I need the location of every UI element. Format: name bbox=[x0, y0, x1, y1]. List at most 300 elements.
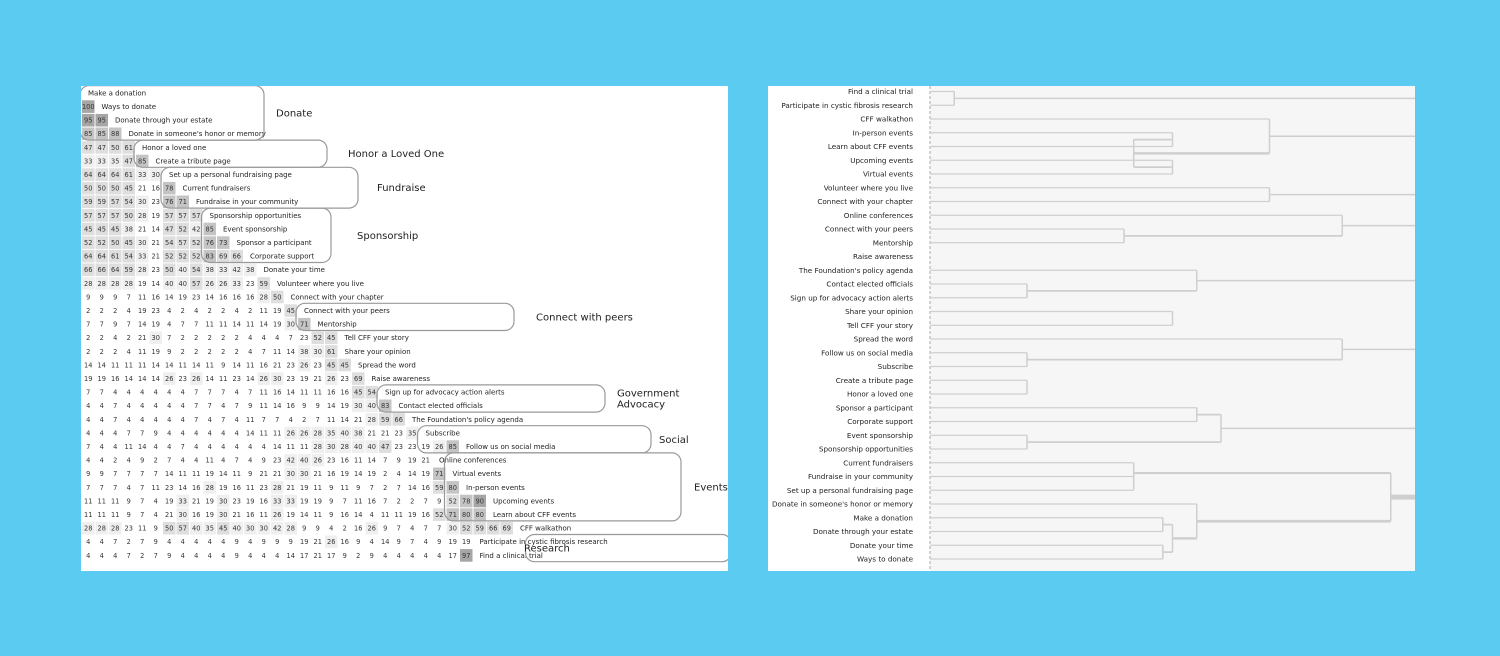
matrix-value: 90 bbox=[475, 497, 484, 506]
matrix-value: 9 bbox=[261, 538, 266, 547]
matrix-value: 47 bbox=[124, 157, 133, 166]
matrix-value: 57 bbox=[192, 211, 201, 220]
leaf-label: Sign up for advocacy action alerts bbox=[790, 293, 913, 303]
matrix-value: 52 bbox=[313, 334, 322, 343]
matrix-value: 2 bbox=[86, 347, 91, 356]
matrix-value: 33 bbox=[219, 266, 228, 275]
matrix-value: 28 bbox=[313, 429, 322, 438]
matrix-value: 28 bbox=[138, 211, 147, 220]
matrix-value: 7 bbox=[153, 470, 158, 479]
matrix-value: 11 bbox=[205, 456, 214, 465]
matrix-value: 40 bbox=[178, 266, 187, 275]
leaf-label: Current fundraisers bbox=[843, 458, 913, 468]
matrix-value: 9 bbox=[437, 497, 442, 506]
leaf-label: Honor a loved one bbox=[847, 389, 913, 399]
matrix-value: 4 bbox=[248, 538, 253, 547]
matrix-value: 50 bbox=[111, 143, 120, 152]
matrix-value: 9 bbox=[126, 511, 131, 519]
matrix-value: 17 bbox=[327, 551, 336, 560]
matrix-value: 7 bbox=[180, 443, 185, 451]
leaf-label: Sponsor a participant bbox=[835, 403, 913, 413]
matrix-value: 69 bbox=[502, 524, 511, 533]
leaf-label: Event sponsorship bbox=[846, 430, 913, 440]
matrix-row-label: Event sponsorship bbox=[223, 225, 288, 234]
matrix-value: 7 bbox=[261, 415, 266, 424]
matrix-value: 2 bbox=[383, 483, 388, 492]
matrix-value: 4 bbox=[180, 429, 185, 438]
matrix-value: 45 bbox=[327, 334, 336, 343]
matrix-value: 11 bbox=[205, 361, 214, 370]
matrix-value: 9 bbox=[315, 524, 320, 533]
matrix-value: 9 bbox=[99, 470, 104, 479]
matrix-value: 50 bbox=[165, 266, 174, 275]
matrix-value: 71 bbox=[435, 470, 444, 479]
matrix-row-label: Contact elected officials bbox=[398, 402, 483, 411]
matrix-value: 50 bbox=[165, 524, 174, 533]
matrix-value: 30 bbox=[138, 198, 147, 207]
matrix-value: 7 bbox=[194, 402, 199, 411]
matrix-value: 7 bbox=[126, 429, 131, 438]
matrix-value: 19 bbox=[84, 375, 93, 383]
leaf-label: Learn about CFF events bbox=[827, 142, 913, 151]
matrix-value: 19 bbox=[300, 483, 309, 492]
matrix-value: 30 bbox=[286, 470, 295, 479]
matrix-value: 14 bbox=[340, 415, 349, 424]
matrix-value: 14 bbox=[151, 225, 160, 234]
matrix-value: 14 bbox=[273, 402, 282, 411]
matrix-value: 9 bbox=[396, 456, 401, 465]
matrix-row-label: Spread the word bbox=[358, 361, 416, 370]
matrix-value: 21 bbox=[192, 497, 201, 506]
matrix-value: 7 bbox=[261, 347, 266, 356]
matrix-value: 7 bbox=[288, 334, 293, 343]
matrix-value: 30 bbox=[286, 320, 295, 329]
matrix-value: 61 bbox=[124, 143, 133, 152]
matrix-value: 4 bbox=[221, 429, 226, 438]
matrix-value: 11 bbox=[84, 497, 93, 506]
matrix-value: 14 bbox=[381, 538, 390, 547]
matrix-value: 9 bbox=[86, 470, 91, 479]
matrix-value: 57 bbox=[97, 211, 106, 220]
matrix-value: 2 bbox=[99, 307, 104, 315]
matrix-value: 7 bbox=[248, 388, 253, 397]
matrix-value: 57 bbox=[178, 524, 187, 533]
matrix-value: 9 bbox=[234, 538, 239, 547]
similarity-matrix-panel bbox=[81, 86, 728, 571]
group-label: Fundraise bbox=[377, 183, 426, 195]
leaf-label: Subscribe bbox=[877, 362, 913, 371]
matrix-value: 17 bbox=[300, 551, 309, 560]
matrix-value: 19 bbox=[205, 497, 214, 506]
leaf-label: Share your opinion bbox=[845, 307, 913, 316]
matrix-value: 21 bbox=[165, 511, 174, 519]
matrix-value: 11 bbox=[273, 429, 282, 438]
matrix-value: 7 bbox=[113, 483, 118, 492]
matrix-value: 4 bbox=[167, 443, 172, 451]
matrix-value: 21 bbox=[259, 470, 268, 479]
matrix-value: 28 bbox=[97, 524, 106, 533]
matrix-value: 19 bbox=[178, 293, 187, 302]
matrix-row-label: Connect with your chapter bbox=[290, 293, 384, 302]
group-label: Advocacy bbox=[617, 399, 666, 411]
leaf-label: Spread the word bbox=[853, 334, 913, 344]
matrix-value: 59 bbox=[84, 198, 93, 207]
matrix-value: 7 bbox=[113, 402, 118, 411]
matrix-value: 14 bbox=[219, 470, 228, 479]
matrix-row-label: Upcoming events bbox=[493, 497, 555, 506]
matrix-value: 33 bbox=[178, 497, 187, 506]
matrix-value: 38 bbox=[300, 347, 309, 356]
matrix-value: 7 bbox=[221, 388, 226, 397]
group-label: Government bbox=[617, 388, 680, 400]
matrix-value: 9 bbox=[275, 538, 280, 547]
matrix-value: 7 bbox=[86, 443, 91, 451]
matrix-value: 57 bbox=[111, 198, 120, 207]
matrix-value: 7 bbox=[194, 388, 199, 397]
matrix-value: 26 bbox=[327, 375, 336, 383]
matrix-value: 9 bbox=[153, 429, 158, 438]
matrix-value: 11 bbox=[313, 511, 322, 519]
matrix-value: 76 bbox=[205, 239, 214, 247]
matrix-value: 4 bbox=[396, 470, 401, 479]
matrix-value: 38 bbox=[354, 429, 363, 438]
matrix-value: 14 bbox=[165, 470, 174, 479]
matrix-value: 11 bbox=[313, 483, 322, 492]
matrix-value: 11 bbox=[111, 497, 120, 506]
matrix-value: 16 bbox=[232, 293, 241, 302]
matrix-value: 4 bbox=[153, 388, 158, 397]
matrix-value: 23 bbox=[273, 456, 282, 465]
matrix-value: 78 bbox=[165, 184, 174, 193]
matrix-value: 11 bbox=[97, 511, 106, 519]
matrix-value: 14 bbox=[286, 388, 295, 397]
matrix-value: 45 bbox=[124, 239, 133, 247]
matrix-value: 11 bbox=[246, 415, 255, 424]
matrix-value: 11 bbox=[219, 320, 228, 329]
matrix-value: 40 bbox=[300, 456, 309, 465]
group-label: Research bbox=[524, 543, 570, 555]
matrix-row-label: CFF walkathon bbox=[520, 524, 572, 533]
leaf-label: Fundraise in your community bbox=[807, 472, 913, 481]
leaf-label: Raise awareness bbox=[852, 252, 913, 261]
matrix-value: 40 bbox=[354, 443, 363, 451]
matrix-value: 26 bbox=[313, 456, 322, 465]
matrix-value: 14 bbox=[354, 470, 363, 479]
matrix-value: 2 bbox=[207, 347, 212, 356]
matrix-value: 4 bbox=[207, 551, 212, 560]
matrix-value: 7 bbox=[315, 415, 320, 424]
matrix-value: 2 bbox=[356, 551, 361, 560]
matrix-value: 4 bbox=[113, 443, 118, 451]
matrix-value: 40 bbox=[367, 402, 376, 411]
matrix-value: 16 bbox=[354, 524, 363, 533]
matrix-value: 42 bbox=[286, 456, 295, 465]
matrix-value: 4 bbox=[86, 538, 91, 547]
matrix-value: 11 bbox=[151, 483, 160, 492]
matrix-value: 4 bbox=[194, 429, 199, 438]
matrix-value: 9 bbox=[396, 538, 401, 547]
matrix-value: 4 bbox=[194, 307, 199, 315]
matrix-value: 4 bbox=[180, 456, 185, 465]
matrix-value: 2 bbox=[180, 334, 185, 343]
matrix-value: 16 bbox=[259, 497, 268, 506]
matrix-value: 11 bbox=[300, 388, 309, 397]
matrix-value: 19 bbox=[313, 497, 322, 506]
matrix-value: 28 bbox=[205, 483, 214, 492]
matrix-value: 100 bbox=[81, 103, 95, 111]
matrix-value: 83 bbox=[381, 402, 390, 411]
matrix-value: 9 bbox=[99, 293, 104, 302]
matrix-value: 14 bbox=[286, 347, 295, 356]
matrix-value: 26 bbox=[327, 538, 336, 547]
matrix-value: 17 bbox=[448, 551, 457, 560]
matrix-value: 52 bbox=[192, 239, 201, 247]
group-label: Events bbox=[694, 482, 728, 494]
matrix-value: 4 bbox=[194, 551, 199, 560]
matrix-value: 11 bbox=[259, 429, 268, 438]
dendrogram-panel bbox=[768, 86, 1415, 571]
matrix-value: 23 bbox=[151, 266, 160, 275]
matrix-value: 14 bbox=[138, 320, 147, 329]
matrix-value: 4 bbox=[180, 538, 185, 547]
matrix-value: 4 bbox=[194, 443, 199, 451]
matrix-value: 30 bbox=[219, 497, 228, 506]
matrix-value: 28 bbox=[340, 443, 349, 451]
matrix-value: 7 bbox=[167, 456, 172, 465]
matrix-value: 16 bbox=[192, 483, 201, 492]
matrix-value: 4 bbox=[99, 415, 104, 424]
matrix-value: 9 bbox=[437, 538, 442, 547]
matrix-value: 85 bbox=[205, 225, 214, 234]
matrix-value: 50 bbox=[124, 211, 133, 220]
matrix-value: 88 bbox=[111, 130, 120, 139]
matrix-value: 16 bbox=[111, 375, 120, 383]
leaf-label: Sponsorship opportunities bbox=[818, 444, 913, 454]
matrix-value: 4 bbox=[99, 538, 104, 547]
matrix-value: 21 bbox=[151, 252, 160, 261]
matrix-value: 4 bbox=[86, 415, 91, 424]
matrix-value: 21 bbox=[138, 225, 147, 234]
leaf-label: Participate in cystic fibrosis research bbox=[781, 100, 913, 110]
matrix-row-label: Sponsorship opportunities bbox=[209, 211, 302, 220]
matrix-value: 57 bbox=[192, 279, 201, 288]
matrix-value: 14 bbox=[151, 361, 160, 370]
matrix-value: 80 bbox=[475, 511, 484, 519]
matrix-value: 16 bbox=[421, 511, 430, 519]
matrix-value: 7 bbox=[369, 483, 374, 492]
matrix-value: 4 bbox=[99, 551, 104, 560]
matrix-value: 21 bbox=[381, 429, 390, 438]
matrix-value: 19 bbox=[138, 279, 147, 288]
matrix-value: 4 bbox=[275, 551, 280, 560]
matrix-value: 4 bbox=[261, 443, 266, 451]
matrix-row-label: Fundraise in your community bbox=[196, 198, 299, 207]
matrix-value: 2 bbox=[234, 347, 239, 356]
matrix-value: 4 bbox=[153, 511, 158, 519]
matrix-value: 23 bbox=[259, 483, 268, 492]
matrix-value: 28 bbox=[286, 524, 295, 533]
matrix-value: 71 bbox=[178, 198, 187, 207]
matrix-value: 64 bbox=[97, 252, 106, 261]
matrix-value: 7 bbox=[86, 483, 91, 492]
matrix-value: 14 bbox=[97, 361, 106, 370]
matrix-value: 28 bbox=[111, 524, 120, 533]
matrix-value: 33 bbox=[138, 171, 147, 179]
matrix-value: 4 bbox=[396, 551, 401, 560]
matrix-value: 50 bbox=[84, 184, 93, 193]
matrix-value: 9 bbox=[248, 402, 253, 411]
matrix-row-label: Follow us on social media bbox=[466, 443, 556, 451]
matrix-value: 11 bbox=[138, 293, 147, 302]
matrix-value: 26 bbox=[259, 375, 268, 383]
matrix-value: 2 bbox=[342, 524, 347, 533]
matrix-value: 7 bbox=[275, 415, 280, 424]
matrix-value: 26 bbox=[300, 361, 309, 370]
matrix-value: 4 bbox=[234, 388, 239, 397]
matrix-value: 66 bbox=[97, 266, 106, 275]
matrix-row-label: Share your opinion bbox=[344, 347, 411, 356]
matrix-value: 7 bbox=[342, 497, 347, 506]
matrix-row-label: Create a tribute page bbox=[155, 157, 231, 166]
matrix-value: 11 bbox=[300, 443, 309, 451]
matrix-value: 26 bbox=[367, 524, 376, 533]
matrix-value: 28 bbox=[259, 293, 268, 302]
matrix-value: 30 bbox=[259, 524, 268, 533]
leaf-label: Tell CFF your story bbox=[846, 320, 913, 330]
matrix-value: 45 bbox=[124, 184, 133, 193]
matrix-value: 21 bbox=[138, 334, 147, 343]
matrix-value: 19 bbox=[246, 497, 255, 506]
matrix-value: 95 bbox=[97, 116, 106, 125]
matrix-value: 4 bbox=[86, 551, 91, 560]
group-label: Connect with peers bbox=[536, 312, 633, 324]
matrix-value: 7 bbox=[423, 497, 428, 506]
matrix-value: 57 bbox=[84, 211, 93, 220]
matrix-value: 2 bbox=[383, 470, 388, 479]
matrix-value: 52 bbox=[448, 497, 457, 506]
matrix-value: 19 bbox=[286, 511, 295, 519]
matrix-row-label: Set up a personal fundraising page bbox=[169, 171, 292, 179]
leaf-label: Donate through your estate bbox=[812, 527, 913, 536]
matrix-value: 47 bbox=[97, 143, 106, 152]
matrix-value: 21 bbox=[273, 361, 282, 370]
matrix-value: 14 bbox=[327, 402, 336, 411]
matrix-value: 23 bbox=[408, 443, 417, 451]
matrix-value: 11 bbox=[286, 443, 295, 451]
matrix-value: 21 bbox=[313, 375, 322, 383]
matrix-value: 14 bbox=[232, 320, 241, 329]
matrix-value: 2 bbox=[86, 307, 91, 315]
matrix-row-label: Connect with your peers bbox=[304, 307, 390, 315]
matrix-value: 21 bbox=[286, 483, 295, 492]
matrix-value: 7 bbox=[153, 551, 158, 560]
plot-area bbox=[930, 86, 1415, 571]
matrix-value: 85 bbox=[97, 130, 106, 139]
matrix-value: 23 bbox=[151, 307, 160, 315]
matrix-value: 11 bbox=[138, 361, 147, 370]
matrix-value: 19 bbox=[151, 211, 160, 220]
matrix-value: 64 bbox=[84, 252, 93, 261]
matrix-value: 64 bbox=[111, 171, 120, 179]
matrix-value: 9 bbox=[86, 293, 91, 302]
matrix-value: 4 bbox=[113, 551, 118, 560]
matrix-value: 4 bbox=[153, 415, 158, 424]
matrix-value: 66 bbox=[84, 266, 93, 275]
leaf-label: Set up a personal fundraising page bbox=[786, 485, 913, 495]
leaf-label: Online conferences bbox=[843, 210, 913, 220]
matrix-value: 4 bbox=[167, 307, 172, 315]
matrix-value: 2 bbox=[113, 456, 118, 465]
matrix-value: 2 bbox=[180, 347, 185, 356]
matrix-value: 9 bbox=[113, 293, 118, 302]
matrix-value: 7 bbox=[383, 497, 388, 506]
matrix-value: 69 bbox=[354, 375, 363, 383]
matrix-value: 7 bbox=[140, 483, 145, 492]
matrix-value: 23 bbox=[151, 198, 160, 207]
matrix-row-label: Mentorship bbox=[317, 320, 357, 329]
matrix-value: 7 bbox=[140, 470, 145, 479]
matrix-value: 11 bbox=[259, 402, 268, 411]
matrix-value: 7 bbox=[207, 402, 212, 411]
matrix-value: 47 bbox=[84, 143, 93, 152]
matrix-value: 83 bbox=[205, 252, 214, 261]
matrix-value: 4 bbox=[126, 456, 131, 465]
matrix-value: 76 bbox=[165, 198, 174, 207]
matrix-value: 11 bbox=[313, 388, 322, 397]
matrix-value: 57 bbox=[178, 211, 187, 220]
matrix-value: 7 bbox=[410, 538, 415, 547]
matrix-value: 11 bbox=[124, 361, 133, 370]
matrix-value: 11 bbox=[259, 511, 268, 519]
matrix-value: 61 bbox=[327, 347, 336, 356]
matrix-value: 4 bbox=[234, 429, 239, 438]
matrix-value: 4 bbox=[207, 443, 212, 451]
leaf-label: Connect with your chapter bbox=[817, 197, 913, 206]
matrix-value: 9 bbox=[248, 470, 253, 479]
matrix-value: 7 bbox=[234, 402, 239, 411]
matrix-value: 7 bbox=[207, 388, 212, 397]
matrix-value: 23 bbox=[286, 361, 295, 370]
matrix-value: 57 bbox=[165, 211, 174, 220]
matrix-value: 11 bbox=[340, 483, 349, 492]
matrix-value: 26 bbox=[205, 279, 214, 288]
leaf-label: Upcoming events bbox=[850, 155, 913, 165]
matrix-value: 7 bbox=[194, 320, 199, 329]
matrix-value: 4 bbox=[126, 307, 131, 315]
matrix-value: 7 bbox=[140, 511, 145, 519]
matrix-value: 4 bbox=[180, 388, 185, 397]
matrix-value: 45 bbox=[354, 388, 363, 397]
group-label: Social bbox=[659, 434, 689, 446]
matrix-value: 16 bbox=[273, 388, 282, 397]
matrix-value: 16 bbox=[246, 293, 255, 302]
matrix-value: 4 bbox=[86, 402, 91, 411]
matrix-value: 78 bbox=[462, 497, 471, 506]
matrix-value: 52 bbox=[178, 225, 187, 234]
matrix-value: 4 bbox=[99, 429, 104, 438]
matrix-value: 19 bbox=[448, 538, 457, 547]
matrix-value: 4 bbox=[180, 415, 185, 424]
matrix-value: 4 bbox=[99, 443, 104, 451]
matrix-value: 21 bbox=[354, 415, 363, 424]
matrix-value: 28 bbox=[97, 279, 106, 288]
matrix-value: 4 bbox=[86, 456, 91, 465]
matrix-value: 33 bbox=[232, 279, 241, 288]
matrix-value: 35 bbox=[408, 429, 417, 438]
group-label: Sponsorship bbox=[357, 230, 419, 242]
matrix-value: 21 bbox=[138, 184, 147, 193]
matrix-value: 16 bbox=[151, 293, 160, 302]
